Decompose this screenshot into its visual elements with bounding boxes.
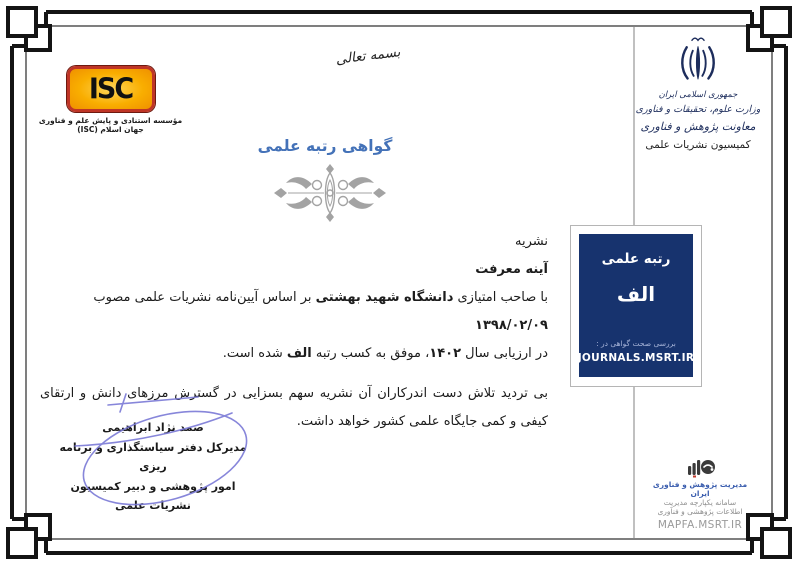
signature-block [48, 418, 258, 516]
approval-date: ۱۳۹۸/۰۲/۰۹ [475, 318, 548, 333]
rank-box [570, 225, 702, 387]
mapfa-line2: سامانه یکپارچه مدیریت [663, 498, 737, 507]
signature-title-1: مدیرکل دفتر سیاستگذاری و برنامه ریزی [59, 440, 247, 473]
rank-box-inner [579, 234, 693, 377]
body-line1-text2: بر اساس آیین‌نامه نشریات علمی مصوب [93, 290, 316, 305]
mapfa-logo-icon [682, 458, 718, 478]
iran-emblem-icon [671, 36, 725, 88]
evaluation-year: ۱۴۰۲ [429, 346, 462, 361]
body-line1-text: با صاحب امتیازی [453, 290, 548, 305]
isc-logo [67, 66, 155, 112]
verify-url: JOURNALS.MSRT.IR [577, 352, 695, 364]
signature-title-3: نشریات علمی [115, 499, 191, 512]
isc-logo-text: ISC [88, 72, 133, 106]
certificate-title: گواهی رتبه علمی [257, 137, 393, 155]
divider-ornament-icon [268, 161, 392, 225]
mapfa-block [648, 458, 752, 531]
body-line-2 [40, 340, 548, 368]
body-line2-text: در ارزیابی سال [461, 346, 548, 361]
mapfa-line3: اطلاعات پژوهشی و فنآوری [657, 507, 743, 517]
body-line-1 [40, 284, 548, 340]
body-paragraph2-line1: بی تردید تلاش دست اندرکاران آن نشریه سهم بسزایی در گسترش مرزهای دانش و ارتقای [40, 386, 548, 401]
body-line2-text2: ، موفق به کسب رتبه [311, 346, 430, 361]
mapfa-line1: مدیریت پژوهش و فناوری ایران [652, 480, 748, 498]
signature-name: صمد نژاد ابراهیمی [102, 421, 204, 434]
body-paragraph2-line2: کیفی و کمی جایگاه علمی کشور خواهد داشت. [296, 414, 548, 429]
mapfa-url: MAPFA.MSRT.IR [657, 518, 743, 531]
ministry-block [630, 36, 766, 151]
signature-title-2: امور پژوهشی و دبیر کمیسیون [70, 479, 236, 493]
publisher-name: دانشگاه شهید بهشتی [315, 290, 454, 305]
isc-caption-line1: مؤسسه استنادی و پایش علم و فناوری [38, 116, 183, 125]
grade-inline: الف [286, 346, 312, 361]
isc-block [38, 66, 183, 135]
ministry-line4: کمیسیون نشریات علمی [645, 139, 751, 152]
ministry-line3: معاونت پژوهش و فناوری [640, 119, 756, 133]
certificate-body [40, 228, 548, 436]
journal-name: آینه معرفت [475, 262, 548, 277]
body-line2-text3: شده است. [222, 346, 287, 361]
ministry-line2: وزارت علوم، تحقیقات و فناوری [635, 103, 761, 115]
journal-label: نشریه [515, 234, 548, 249]
ministry-line1: جمهوری اسلامی ایران [658, 90, 738, 100]
rank-grade: الف [616, 282, 656, 306]
isc-caption-line2: جهان اسلام (ISC) [77, 125, 144, 135]
bismillah-calligraphy: بسمه تعالی [334, 44, 402, 68]
rank-label: رتبه علمی [601, 251, 671, 267]
verify-caption: بررسی صحت گواهی در : [596, 339, 676, 348]
